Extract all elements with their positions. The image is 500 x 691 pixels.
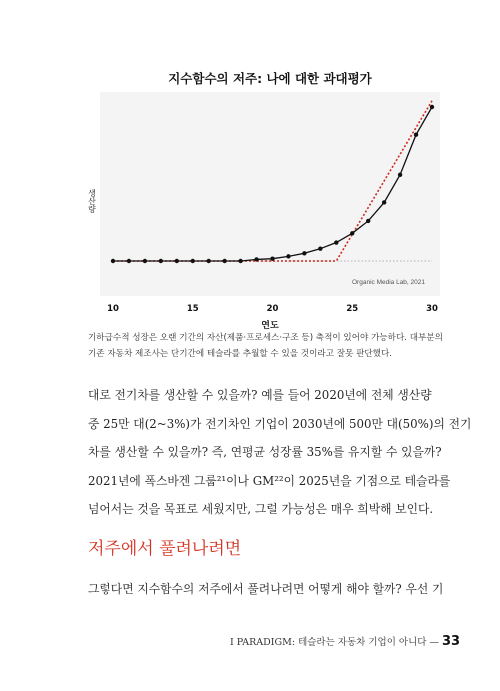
data-point <box>143 259 147 263</box>
data-point <box>398 173 402 177</box>
data-point <box>318 246 322 250</box>
x-tick-label: 20 <box>266 304 279 314</box>
data-point <box>127 259 131 263</box>
body-paragraph-2: 그렇다면 지수함수의 저주에서 풀려나려면 어떻게 해야 할까? 우선 기 <box>88 582 444 596</box>
data-point <box>175 259 179 263</box>
data-point <box>334 240 338 244</box>
data-point <box>302 251 306 255</box>
data-point <box>366 219 370 223</box>
page-footer <box>230 634 461 649</box>
body-paragraph <box>88 381 472 524</box>
chart-source: Organic Media Lab, 2021 <box>352 279 425 286</box>
x-tick-label: 15 <box>186 304 199 314</box>
data-point <box>191 259 195 263</box>
x-tick-label: 30 <box>426 304 438 314</box>
chart-figure <box>87 64 440 334</box>
x-tick-label: 10 <box>107 304 119 314</box>
data-point <box>111 259 115 263</box>
y-axis-label: 생산량 <box>87 189 97 213</box>
body-line: 차를 생산할 수 있을까? 즉, 연평균 성장률 35%를 유지할 수 있을까? <box>88 445 442 459</box>
body-line: 중 25만 대(2~3%)가 전기차인 기업이 2030년에 500만 대(50%)의 전기 <box>88 416 472 431</box>
data-point <box>222 259 226 263</box>
chart-title: 지수함수의 저주: 나에 대한 과대평가 <box>168 71 372 86</box>
body-line: 2021년에 폭스바겐 그룹²¹이나 GM²²이 2025년을 기점으로 테슬라를 <box>88 473 451 488</box>
section-heading: 저주에서 풀려나려면 <box>88 539 242 559</box>
data-point <box>414 133 418 137</box>
x-axis-label: 연도 <box>261 321 279 331</box>
body-line: 대로 전기차를 생산할 수 있을까? 예를 들어 2020년에 전체 생산량 <box>88 388 432 402</box>
caption-line: 기존 자동차 제조사는 단기간에 테슬라를 추월할 수 있을 것이라고 잘못 판단했다. <box>88 349 393 359</box>
x-tick-label: 25 <box>346 304 359 314</box>
data-point <box>350 231 354 235</box>
data-point <box>238 259 242 263</box>
caption-line: 기하급수적 성장은 오랜 기간의 자산(제품·프로세스·구조 등) 축적이 있어야 가능하다. 대부분의 <box>88 333 443 343</box>
page-number: 33 <box>441 634 461 649</box>
chart-svg <box>87 64 440 331</box>
body-line: 넘어서는 것을 목표로 세웠지만, 그럴 가능성은 매우 희박해 보인다. <box>88 502 434 516</box>
figure-caption <box>88 330 448 362</box>
data-point <box>382 200 386 204</box>
data-point <box>286 254 290 258</box>
data-point <box>430 105 434 109</box>
data-point <box>270 256 274 260</box>
data-point <box>207 259 211 263</box>
running-title: I PARADIGM: 테슬라는 자동차 기업이 아니다 — <box>230 637 439 648</box>
data-point <box>159 259 163 263</box>
data-point <box>254 257 258 261</box>
